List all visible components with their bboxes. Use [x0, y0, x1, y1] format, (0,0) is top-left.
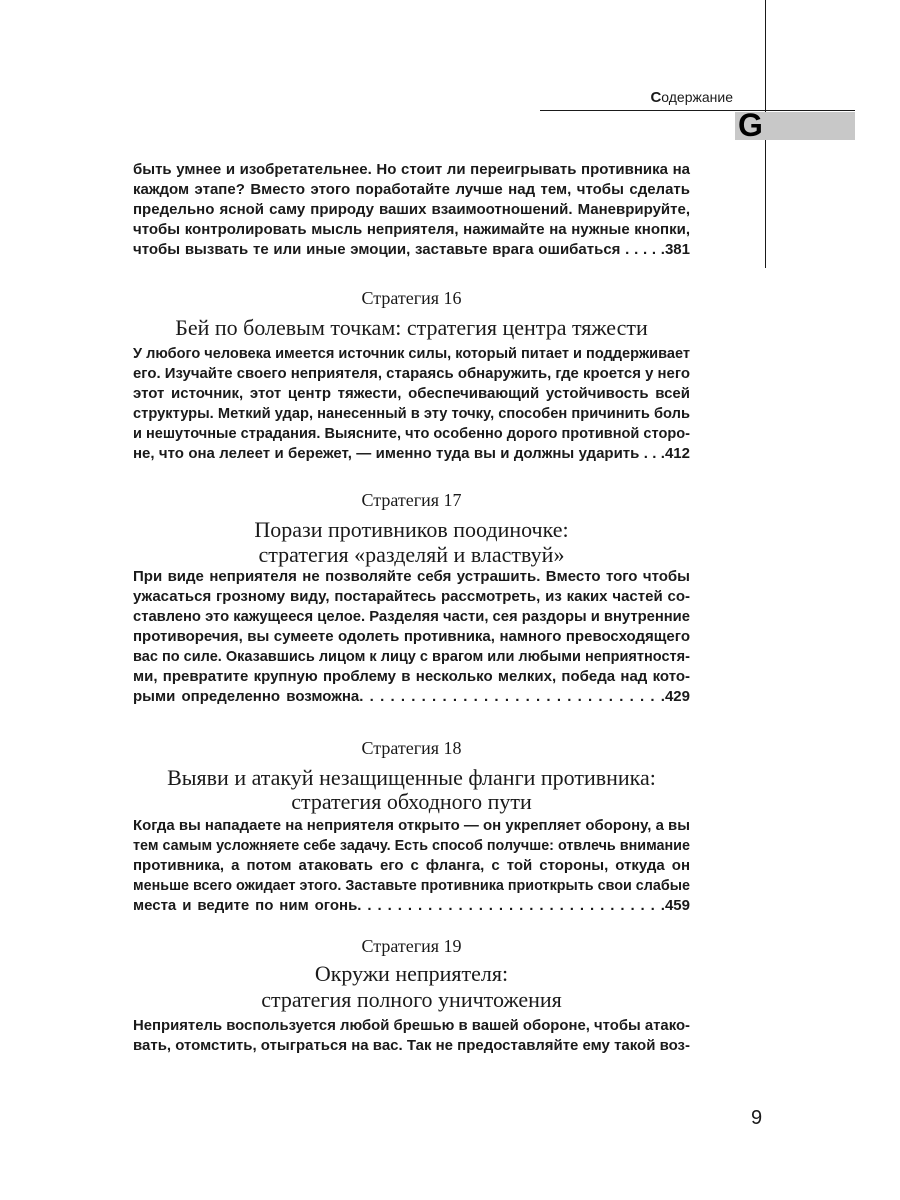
strategy-18 [133, 737, 690, 916]
running-head [650, 88, 733, 107]
body-line: чтобы вызвать те или иные эмоции, заставьте врага ошибаться . . . . .381 [133, 241, 690, 258]
strategy-title: Выяви и атакуй незащищенные фланги противника: [167, 765, 656, 790]
strategy-label: Стратегия 19 [361, 936, 462, 956]
strategy-label: Стратегия 17 [361, 490, 462, 510]
body-line: ставлено это кажущееся целое. Разделяя части, сея раздоры и внутренние [133, 608, 690, 625]
body-line: При виде неприятеля не позволяйте себя устрашить. Вместо того чтобы [133, 568, 690, 585]
body-line: предельно ясной саму природу ваших взаимоотношений. Маневрируйте, [133, 201, 690, 218]
body-line: противоречия, вы сумеете одолеть противника, намного превосходящего [133, 628, 690, 645]
strategy-title: Порази противников поодиночке: [254, 517, 569, 542]
body-line: не, что она лелеет и бережет, — именно туда вы и должны ударить . . .412 [133, 445, 690, 462]
strategy-title: Бей по болевым точкам: стратегия центра тяжести [175, 315, 648, 340]
body-line: места и ведите по ним огонь. . . . . . . . . . . . . . . . . . . . . . . . . . . . . . .459 [133, 897, 690, 914]
strategy-17 [133, 489, 690, 707]
strategy-title: стратегия «разделяй и властвуй» [258, 542, 565, 567]
strategy-19 [133, 935, 690, 1056]
body-line: структуры. Меткий удар, нанесенный в эту точку, способен причинить боль [133, 405, 690, 422]
strategy-label: Стратегия 18 [361, 738, 462, 758]
body-line: чтобы контролировать мысль неприятеля, нажимайте на нужные кнопки, [133, 221, 690, 238]
body-line: ужасаться грозному виду, постарайтесь рассмотреть, из каких частей со- [133, 588, 690, 605]
body-line: тем самым усложняете себе задачу. Есть способ получше: отвлечь внимание [133, 837, 690, 854]
body-line: и нешуточные страдания. Выясните, что особенно дорого противной сторо- [133, 425, 690, 442]
strategy-label: Стратегия 16 [361, 288, 462, 308]
strategy-title: стратегия обходного пути [291, 789, 532, 814]
body-line: вас по силе. Оказавшись лицом к лицу с врагом или любыми неприятностя- [133, 648, 690, 665]
body-line: рыми определенно возможна. . . . . . . . . . . . . . . . . . . . . . . . . . . . . .429 [133, 688, 690, 705]
body-line: каждом этапе? Вместо этого поработайте лучше над тем, чтобы сделать [133, 181, 690, 198]
running-head-initial: С [650, 89, 662, 106]
body-line: этот источник, этот центр тяжести, обеспечивающий устойчивость всей [133, 385, 690, 402]
page-number: 9 [751, 1107, 763, 1129]
body-line: его. Изучайте своего неприятеля, стараясь обнаружить, где кроется у него [133, 365, 690, 382]
body-line: вать, отомстить, отыграться на вас. Так не предоставляйте ему такой воз- [133, 1037, 690, 1054]
strategy-title: стратегия полного уничтожения [261, 987, 562, 1012]
running-head-rest: одержание [661, 89, 733, 105]
body-line: противника, а потом атаковать его с фланга, с той стороны, откуда он [133, 857, 690, 874]
body-line: быть умнее и изобретательнее. Но стоит ли переигрывать противника на [133, 161, 690, 178]
section-tab-letter: G [738, 107, 763, 143]
intro-paragraph [133, 160, 690, 260]
strategy-16 [133, 287, 690, 464]
body-line: ми, превратите крупную проблему в несколько мелких, победа над кото- [133, 668, 690, 685]
body-line: меньше всего ожидает этого. Заставьте противника приоткрыть свои слабые [133, 877, 690, 894]
body-line: У любого человека имеется источник силы, который питает и поддерживает [133, 345, 690, 362]
header-rule [540, 110, 855, 111]
body-line: Когда вы нападаете на неприятеля открыто — он укрепляет оборону, а вы [133, 817, 690, 834]
body-line: Неприятель воспользуется любой брешью в вашей обороне, чтобы атако- [133, 1017, 690, 1034]
strategy-title: Окружи неприятеля: [314, 961, 509, 986]
